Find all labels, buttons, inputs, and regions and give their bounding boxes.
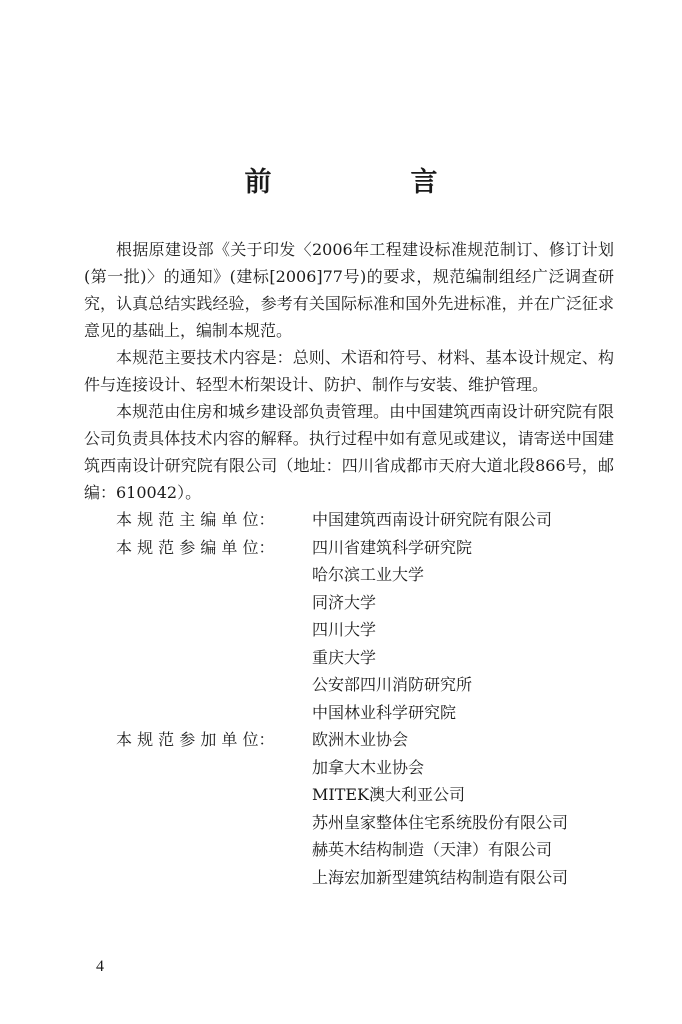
participating-label: 本 规 范 参 加 单 位： [116,730,275,749]
participating-unit: 上海宏加新型建筑结构制造有限公司 [312,867,569,887]
participating-unit: 赫英木结构制造（天津）有限公司 [312,840,553,859]
co-editor-unit: 中国林业科学研究院 [312,702,457,722]
participating-unit: MITEK澳大利亚公司 [312,785,466,804]
co-editor-unit: 四川省建筑科学研究院 [312,537,473,557]
participating-units-row [84,726,614,891]
co-editor-unit: 公安部四川消防研究所 [312,675,473,694]
chief-editor-label: 本 规 范 主 编 单 位： [116,510,275,529]
units-list [84,506,614,891]
paragraph-basis: 根据原建设部《关于印发〈2006年工程建设标准规范制订、修订计划(第一批)〉的通知》(建标[2006]77号)的要求，规范编制组经广泛调查研究，认真总结实践经验，参考有关国际标准和国外先进标准，并在广泛征求意见的基础上，编制本规范。 [84,240,614,340]
paragraph-contents: 本规范主要技术内容是：总则、术语和符号、材料、基本设计规定、构件与连接设计、轻型木桁架设计、防护、制作与安装、维护管理。 [84,348,614,394]
participating-unit: 欧洲木业协会 [312,730,409,749]
paragraph-management: 本规范由住房和城乡建设部负责管理。由中国建筑西南设计研究院有限公司负责具体技术内容的解释。执行过程中如有意见或建议，请寄送中国建筑西南设计研究院有限公司（地址：四川省成都市天府大道北段866号，邮编：610042）。 [84,402,614,502]
co-editor-unit: 同济大学 [312,592,377,612]
chief-editor-unit: 中国建筑西南设计研究院有限公司 [312,510,553,529]
participating-unit: 加拿大木业协会 [312,757,425,777]
page-title: 前 言 [244,167,494,198]
page-number: 4 [96,958,104,975]
co-editor-unit: 四川大学 [312,620,377,639]
chief-editor-unit-row [84,506,614,534]
co-editor-unit: 哈尔滨工业大学 [312,565,425,584]
co-editor-unit: 重庆大学 [312,647,377,667]
preface-body [84,236,614,891]
co-editor-label: 本 规 范 参 编 单 位： [116,537,275,557]
co-editor-units-row [84,534,614,727]
participating-unit: 苏州皇家整体住宅系统股份有限公司 [312,812,569,832]
